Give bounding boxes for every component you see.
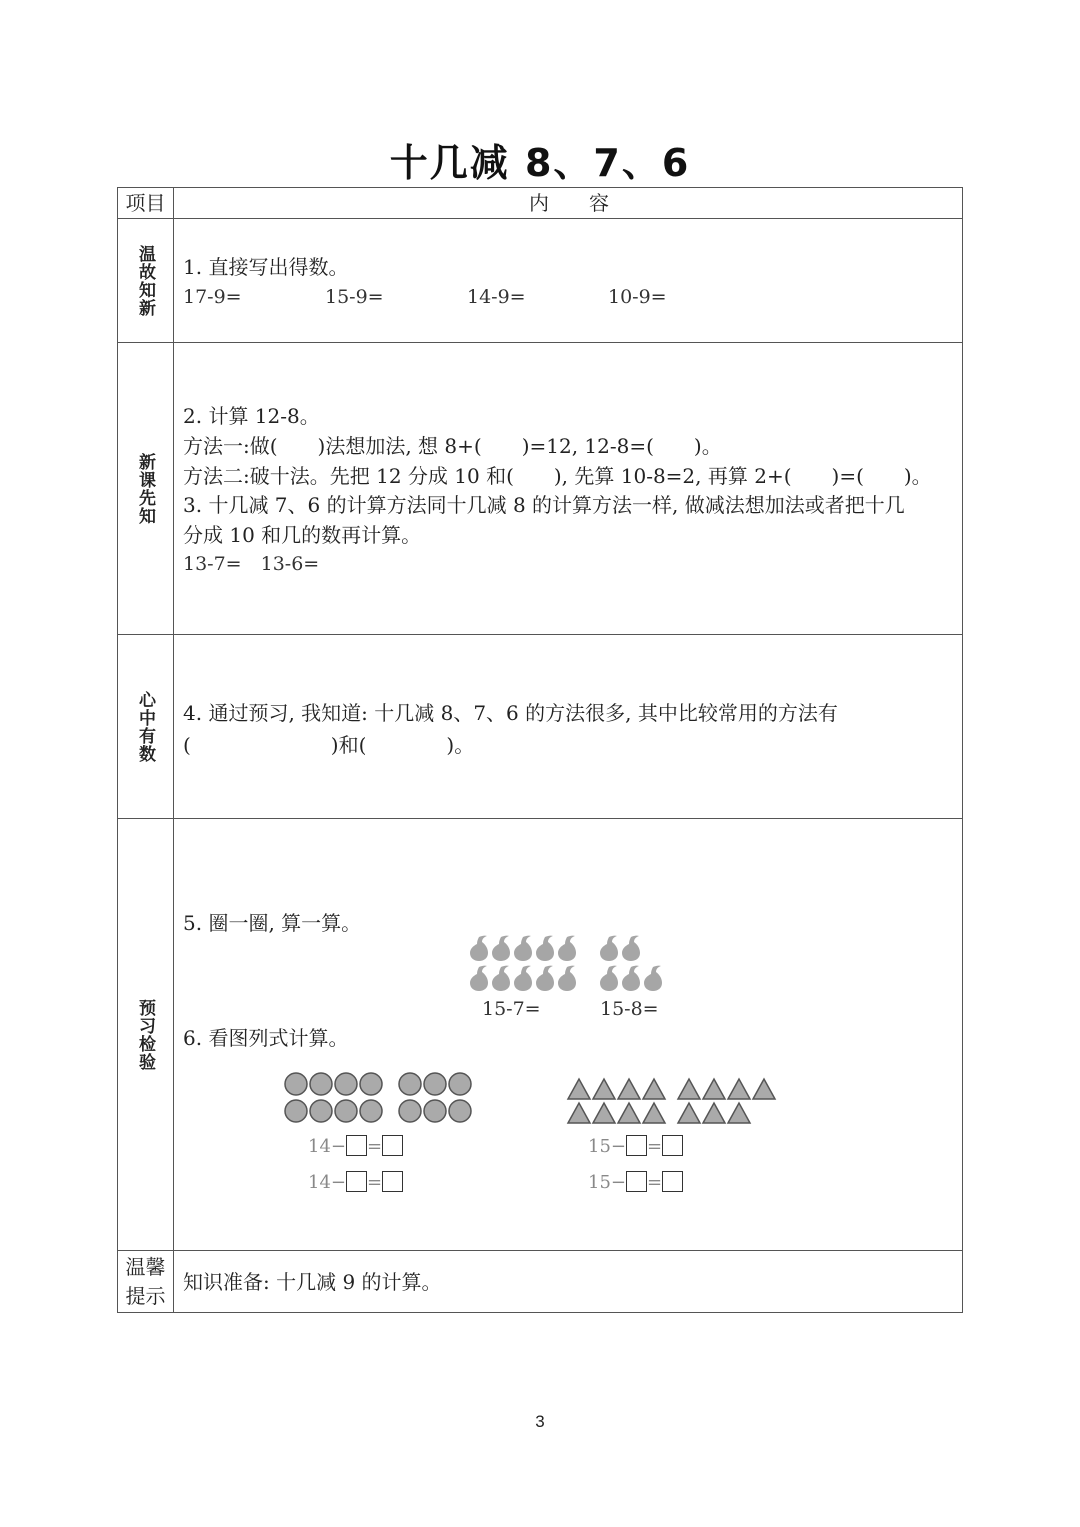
answer-box[interactable]: [346, 1135, 367, 1156]
section-label-review: 温故知新: [135, 244, 155, 317]
question-4: 4. 通过预习, 我知道: 十几减 8、7、6 的方法很多, 其中比较常用的方法有: [183, 701, 838, 725]
question-6: 6. 看图列式计算。: [183, 1026, 349, 1050]
equation: 17-9=: [183, 286, 242, 308]
equation: 10-9=: [608, 286, 667, 308]
section-label-understanding: 心中有数: [135, 690, 155, 763]
circle-equation-2: 14− =: [308, 1168, 403, 1198]
answer-box[interactable]: [662, 1171, 683, 1192]
equation: 15-9=: [325, 286, 384, 308]
section-label-preview-check: 预习检验: [135, 998, 155, 1071]
question-2: 2. 计算 12-8。: [183, 404, 320, 428]
pear-equation-2: 15-8=: [600, 998, 659, 1020]
page-number: 3: [535, 1412, 545, 1431]
answer-box[interactable]: [382, 1171, 403, 1192]
circles-picture: [283, 1071, 478, 1127]
question-3-cont: 分成 10 和几的数再计算。: [183, 523, 422, 547]
method-one: 方法一:做( )法想加法, 想 8+( )=12, 12-8=( )。: [183, 434, 722, 458]
header-item: 项目: [125, 190, 166, 215]
pear-equation-1: 15-7=: [482, 998, 541, 1020]
triangle-equation-2: 15− =: [588, 1168, 683, 1198]
page-title: 十几减 8、7、6: [389, 141, 691, 185]
section-label-new-lesson: 新课先知: [135, 452, 155, 525]
section-label-tips: 温馨提示: [125, 1255, 166, 1308]
answer-box[interactable]: [626, 1135, 647, 1156]
answer-box[interactable]: [382, 1135, 403, 1156]
question-3: 3. 十几减 7、6 的计算方法同十几减 8 的计算方法一样, 做减法想加法或者把十几: [183, 493, 905, 517]
answer-box[interactable]: [662, 1135, 683, 1156]
method-two: 方法二:破十法。先把 12 分成 10 和( ), 先算 10-8=2, 再算 2+( )=( )。: [183, 464, 932, 488]
answer-box[interactable]: [346, 1171, 367, 1192]
question-1: 1. 直接写出得数。: [183, 255, 349, 279]
equation: 14-9=: [467, 286, 526, 308]
equation-row: 13-7= 13-6=: [183, 553, 320, 575]
answer-box[interactable]: [626, 1171, 647, 1192]
tip-text: 知识准备: 十几减 9 的计算。: [183, 1270, 442, 1294]
circle-equation-1: 14− =: [308, 1132, 403, 1162]
question-5: 5. 圈一圈, 算一算。: [183, 911, 362, 935]
header-content: 内 容: [529, 191, 609, 215]
question-4-blanks: ( )和( )。: [183, 733, 475, 757]
worksheet-table: [117, 187, 963, 1313]
triangles-picture: [566, 1077, 781, 1127]
pears-picture: [468, 933, 668, 995]
triangle-equation-1: 15− =: [588, 1132, 683, 1162]
